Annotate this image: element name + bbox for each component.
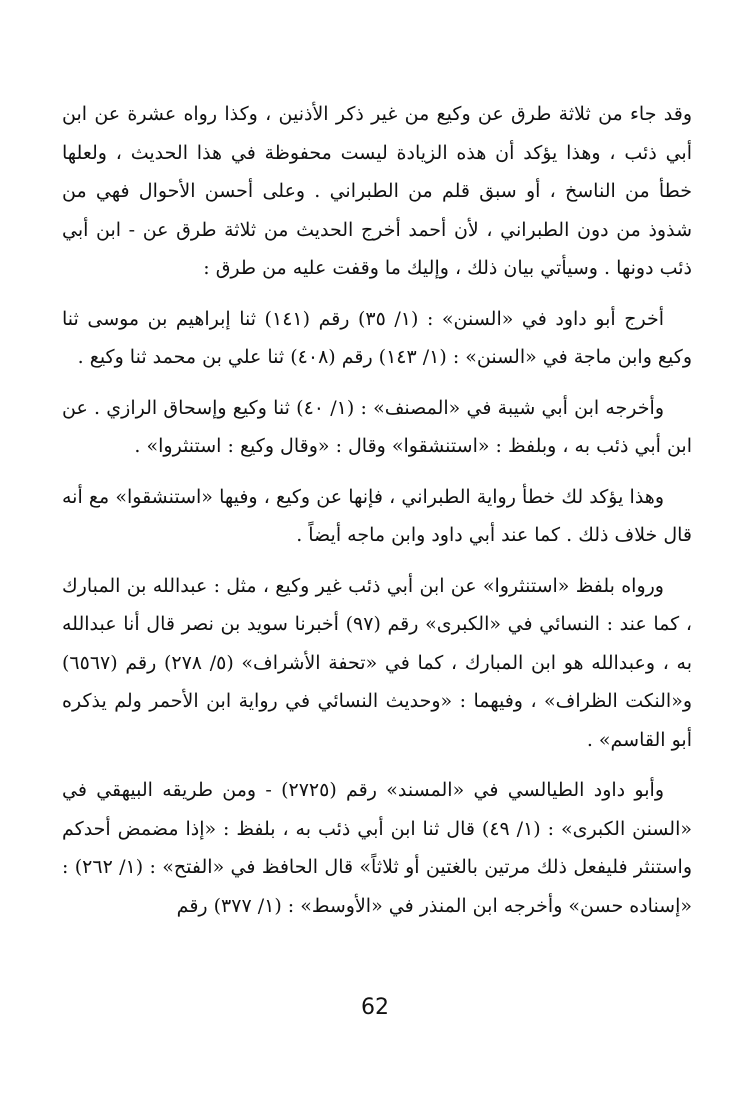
page-body	[62, 95, 692, 937]
paragraph-3: وأخرجه ابن أبي شيبة في «المصنف» : (١/ ٤٠) ثنا وكيع وإسحاق الرازي . عن ابن أبي ذئب به ، وبلفظ : «استنشقوا» وقال : «وقال وكيع : استنثروا» .	[62, 396, 692, 457]
paragraph-4: وهذا يؤكد لك خطأ رواية الطبراني ، فإنها عن وكيع ، وفيها «استنشقوا» مع أنه قال خلاف ذلك . كما عند أبي داود وابن ماجه أيضاً .	[62, 485, 692, 546]
paragraph-5: ورواه بلفظ «استنثروا» عن ابن أبي ذئب غير وكيع ، مثل : عبدالله بن المبارك ، كما عند : النسائي في «الكبرى» رقم (٩٧) أخبرنا سويد بن نصر قال أنا عبدالله به ، وعبدالله هو ابن المبارك ، كما في «تحفة الأشراف» (٥/ ٢٧٨) رقم (٦٥٦٧) و«النكت الظراف» ، وفيهما : «وحديث النسائي في رواية ابن الأحمر ولم يذكره أبو القاسم» .	[62, 574, 692, 751]
paragraph-2: أخرج أبو داود في «السنن» : (١/ ٣٥) رقم (١٤١) ثنا إبراهيم بن موسى ثنا وكيع وابن ماجة في «السنن» : (١/ ١٤٣) رقم (٤٠٨) ثنا علي بن محمد ثنا وكيع .	[62, 307, 692, 368]
page-number: 62	[361, 995, 389, 1020]
paragraph-6: وأبو داود الطيالسي في «المسند» رقم (٢٧٢٥) - ومن طريقه البيهقي في «السنن الكبرى» : (١/ ٤٩) قال ثنا ابن أبي ذئب به ، بلفظ : «إذا مضمض أحدكم واستنثر فليفعل ذلك مرتين بالغتين أو ثلاثاً» قال الحافظ في «الفتح» : (١/ ٢٦٢) : «إسناده حسن» وأخرجه ابن المنذر في «الأوسط» : (١/ ٣٧٧) رقم	[62, 779, 692, 917]
paragraph-1: وقد جاء من ثلاثة طرق عن وكيع من غير ذكر الأذنين ، وكذا رواه عشرة عن ابن أبي ذئب ، وهذا يؤكد أن هذه الزيادة ليست محفوظة في هذا الحديث ، ولعلها خطأ من الناسخ ، أو سبق قلم من الطبراني . وعلى أحسن الأحوال فهي من شذوذ من دون الطبراني ، لأن أحمد أخرج الحديث من ثلاثة طرق عن - ابن أبي ذئب دونها . وسيأتي بيان ذلك ، وإليك ما وقفت عليه من طرق :	[62, 103, 692, 279]
